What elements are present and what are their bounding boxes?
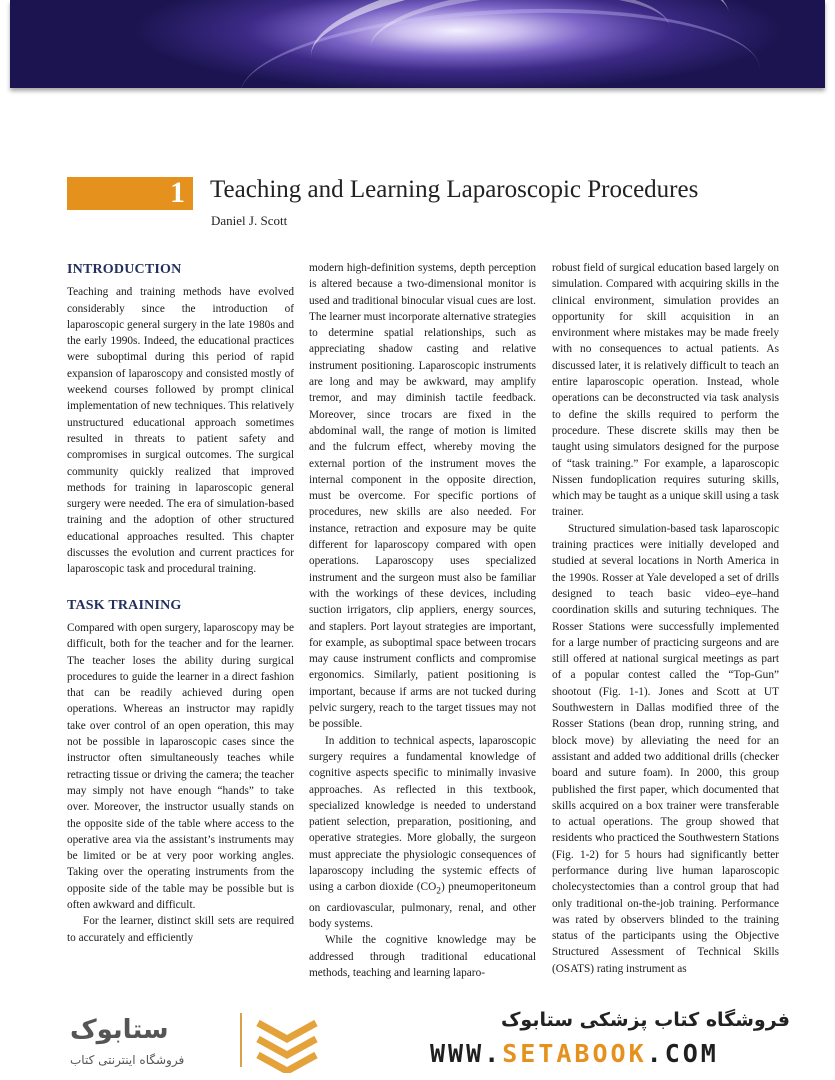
paragraph-text: In addition to technical aspects, laparoscopic surgery requires a fundamental knowledge of cognitive aspects specific to minimally invasive approaches. As reflected in this textbook, specialized knowledge is needed to understand patient selection, preparation, positioning, and operative strategies. More globally, the surgeon must appreciate the physiologic consequences of laparoscopy including the systemic effects of using a carbon dioxide (CO: [309, 734, 536, 894]
paragraph-text: ) pneumoperitoneum on cardiovascular, pulmonary, renal, and other body systems.: [309, 881, 536, 931]
paragraph: Structured simulation-based task laparoscopic training practices were initially developed and studied at several locations in North America in the 1990s. Rosser at Yale developed a set of drills designed to teach basic video–eye–hand coordination skills and suturing techniques. The Rosser Stations were successfully implemented for a large number of practicing surgeons and are still offered at national surgical meetings as part of a popular contest called the “Top-Gun” shootout (Fig. 1-1). Jones and Scott at UT Southwestern in Dallas modified three of the Rosser Stations (bean drop, running string, and block move) by alleviating the need for an assistant and added two additional drills (checker board and suture foam). In 2000, this group published the first paper, which documented that skills acquired on a box trainer were transferable to actual operations. The group showed that residents who practiced the Southwestern Stations (Fig. 1-2) for 5 hours had significantly better performance during live human laparoscopic cholecystectomies than a control group that had only traditional on-the-job training. Performance was rated by observers blinded to the training status of the participants using the Objective Structured Assessment of Technical Skills (OSATS) rating instrument as: [552, 522, 779, 975]
store-url[interactable]: [430, 1039, 719, 1068]
footer-divider: [240, 1013, 242, 1067]
text-column-1: [67, 260, 294, 946]
text-column-2: [309, 260, 536, 981]
store-footer: [0, 995, 835, 1080]
paragraph: robust field of surgical education based largely on simulation. Compared with acquiring skills in the clinical environment, simulation provides an opportunity for skill acquisition in an environment where mistakes may be made freely with no consequences to actual patients. As discussed later, it is relatively difficult to teach an entire laparoscopic operation. Instead, whole operations can be deconstructed via task analysis to define the skills required to perform the procedure. These discrete skills may then be taught using simulators designed for the purpose of “task training.” For example, a laparoscopic Nissen fundoplication requires suturing skills, which may be taught as a unique skill using a task trainer.: [552, 262, 779, 519]
store-name: فروشگاه کتاب پزشکی ستابوک: [500, 1009, 790, 1031]
subscript: 2: [436, 886, 441, 897]
paragraph: While the cognitive knowledge may be addressed through traditional educational methods, teaching and learning laparo-: [309, 934, 536, 980]
paragraph: modern high-definition systems, depth perception is altered because a two-dimensional monitor is used and traditional binocular visual cues are lost. The learner must incorporate alternative strategies to determine spatial relationships, such as appreciating shadow casting and relative instrument positioning. Laparoscopic instruments are long and may be awkward, may amplify tremor, and may diminish tactile feedback. Moreover, since trocars are fixed in the abdominal wall, the range of motion is limited and the fulcrum effect, whereby moving the external portion of the instrument moves the internal component in the opposite direction, must be overcome. For specific portions of procedures, new skills are also needed. For instance, retraction and exposure may be quite different for laparoscopy compared with open operations. Laparoscopy uses specialized instrument and the surgeon must also be familiar with the workings of these devices, including suction irrigators, clip appliers, energy sources, and staplers. Port layout strategies are important, for example, as suboptimal space between trocars may cause instrument conflicts and compromise ergonomics. Similarly, patient positioning is important, because if arms are not tucked during pelvic surgery, reach to the target tissues may not be possible.: [309, 262, 536, 731]
text-column-3: [552, 260, 779, 977]
paragraph: [309, 733, 536, 933]
paragraph: Teaching and training methods have evolved considerably since the introduction of laparoscopic general surgery in the late 1980s and the early 1990s. Indeed, the educational practices were suboptimal during this period of rapid expansion of laparoscopy and consisted mostly of weekend courses followed by prompt clinical implementation of new techniques. This relatively unstructured educational approach sometimes resulted in threats to patient safety and compromises in surgical outcomes. The surgical community quickly realized that improved methods for training in laparoscopic general surgery were needed. The era of simulation-based training and the adoption of other structured educational approaches resulted. This chapter discusses the evolution and current practices for laparoscopic task and procedural training.: [67, 286, 294, 576]
store-logo-subtitle: فروشگاه اینترنتی کتاب: [70, 1053, 185, 1067]
chapter-title: Teaching and Learning Laparoscopic Procedures: [210, 176, 699, 203]
url-accent: SETABOOK: [502, 1039, 647, 1068]
section-heading-task-training: TASK TRAINING: [67, 597, 182, 613]
store-logo: ستابوک: [70, 1015, 169, 1045]
chapter-author: Daniel J. Scott: [211, 213, 288, 228]
section-heading-introduction: INTRODUCTION: [67, 262, 182, 277]
url-suffix: .COM: [646, 1039, 719, 1068]
paragraph: For the learner, distinct skill sets are required to accurately and efficiently: [67, 915, 294, 944]
chapter-number: 1: [170, 176, 185, 209]
chapter-number-box: [67, 177, 193, 210]
header-banner: [10, 0, 825, 88]
chevron-logo-icon: [252, 1015, 322, 1073]
url-prefix: WWW.: [430, 1039, 503, 1068]
paragraph: Compared with open surgery, laparoscopy may be difficult, both for the teacher and for the learner. The teacher loses the ability during surgical procedures to guide the learner in a direct fashion that can be readily achieved during open operations. Whereas an instructor may rapidly take over control of an open operation, this may not be possible in laparoscopic cases since the instructor often simultaneously teaches while retracting tissue or driving the camera; the teacher may simply not have enough “hands” to take over. Moreover, the instructor usually stands on the opposite side of the table where access to the operative area via the assistant’s instruments may be limited or be at very poor working angles. Taking over the operating instruments from the opposite side of the table may be possible but is often awkward and difficult.: [67, 621, 294, 911]
